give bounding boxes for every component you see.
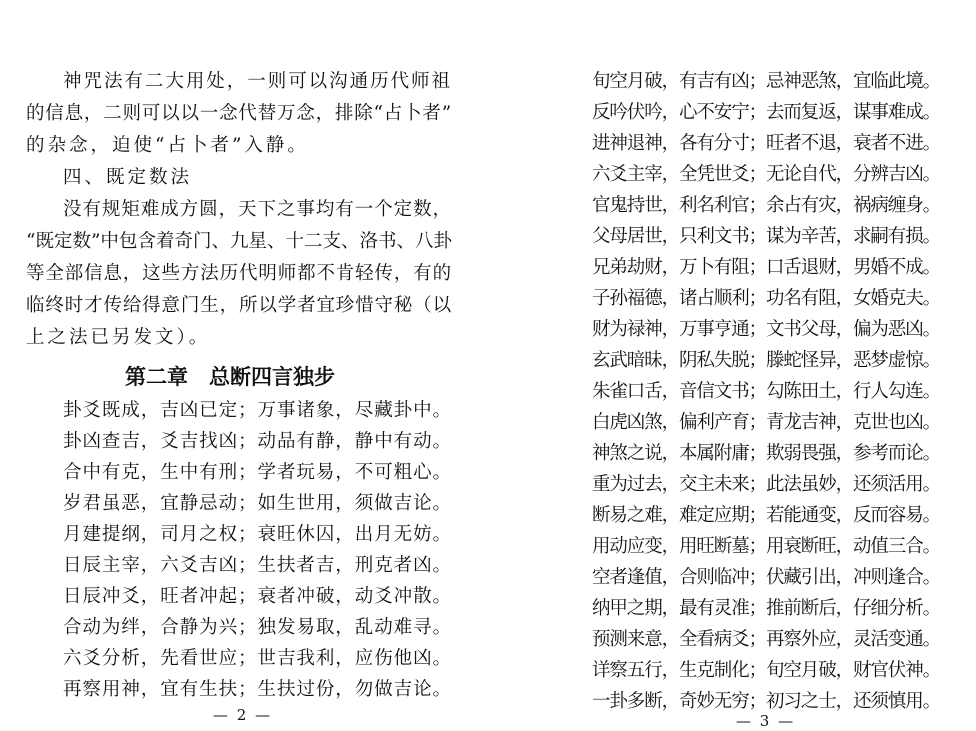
verse-line: 岁君虽恶，宜静忌动；如生世用，须做吉论。 [63, 493, 452, 514]
verse-line: 旬空月破，有吉有凶；忌神恶煞，宜临此境。 [592, 71, 940, 92]
intro-line: 神咒法有二大用处，一则可以沟通历代师祖 [63, 71, 452, 92]
verse-line: 财为禄神，万事亨通；文书父母，偏为恶凶。 [592, 319, 940, 340]
verse-line: 卦爻既成，吉凶已定；万事诸象，尽藏卦中。 [63, 400, 452, 421]
verse-line: 合中有克，生中有刑；学者玩易，不可粗心。 [63, 462, 452, 483]
verse-line: 空者逢值，合则临冲；伏藏引出，冲则逢合。 [592, 567, 940, 588]
verse-line: 反吟伏吟，心不安宁；去而复返，谋事难成。 [592, 102, 940, 123]
verse-line: 再察用神，宜有生扶；生扶过份，勿做吉论。 [63, 679, 452, 700]
verse-line: 进神退神，各有分寸；旺者不退，衰者不进。 [592, 133, 940, 154]
verse-line: 白虎凶煞，偏利产育；青龙吉神，克世也凶。 [592, 412, 940, 433]
verse-line: 神煞之说，本属附庸；欺弱畏强，参考而论。 [592, 443, 940, 464]
verse-line: 一卦多断，奇妙无穷；初习之士，还须慎用。 [592, 691, 940, 712]
page-number: — 3 — [736, 712, 796, 730]
right-page [488, 0, 976, 731]
verse-line: 子孙福德，诸占顺利；功名有阻，女婚克夫。 [592, 288, 940, 309]
chapter-heading: 第二章 总断四言独步 [125, 364, 335, 389]
verse-line: 兄弟劫财，万卜有阻；口舌退财，男婚不成。 [592, 257, 940, 278]
verse-line: 日辰冲爻，旺者冲起；衰者冲破，动爻冲散。 [63, 586, 452, 607]
verse-line: 用动应变，用旺断墓；用衰断旺，动值三合。 [592, 536, 940, 557]
verse-line: 月建提纲，司月之权；衰旺休囚，出月无妨。 [63, 524, 452, 545]
verse-line: 六爻分析，先看世应；世吉我利，应伤他凶。 [63, 648, 452, 669]
verse-line: 日辰主宰，六爻吉凶；生扶者吉，刑克者凶。 [63, 555, 452, 576]
method-line: 等全部信息，这些方法历代明师都不肯轻传，有的 [26, 263, 452, 284]
verse-line: 六爻主宰，全凭世爻；无论自代，分辨吉凶。 [592, 164, 940, 185]
intro-line: 的信息，二则可以以一念代替万念，排除“占卜者” [26, 103, 452, 124]
method-line: 临终时才传给得意门生，所以学者宜珍惜守秘（以 [26, 295, 452, 316]
verse-line: 预测来意，全看病爻；再察外应，灵活变通。 [592, 629, 940, 650]
verse-line: 纳甲之期，最有灵准；推前断后，仔细分析。 [592, 598, 940, 619]
verse-line: 详察五行，生克制化；旬空月破，财官伏神。 [592, 660, 940, 681]
verse-line: 合动为绊，合静为兴；独发易取，乱动难寻。 [63, 617, 452, 638]
section-title: 四、既定数法 [63, 167, 193, 188]
verse-line: 父母居世，只利文书；谋为辛苦，求嗣有损。 [592, 226, 940, 247]
method-line: 上之法已另发文）。 [26, 327, 211, 348]
verse-line: 官鬼持世，利名利官；余占有灾，祸病缠身。 [592, 195, 940, 216]
verse-line: 朱雀口舌，音信文书；勾陈田土，行人勾连。 [592, 381, 940, 402]
page-number: — 2 — [213, 706, 273, 724]
method-line: 没有规矩难成方圆，天下之事均有一个定数， [63, 199, 452, 220]
verse-line: 玄武暗昧，阴私失脱；滕蛇怪异，恶梦虚惊。 [592, 350, 940, 371]
verse-line: 重为过去，交主未来；此法虽妙，还须活用。 [592, 474, 940, 495]
method-line: “既定数”中包含着奇门、九星、十二支、洛书、八卦 [26, 231, 452, 252]
verse-line: 卦凶查吉，爻吉找凶；动品有静，静中有动。 [63, 431, 452, 452]
verse-line: 断易之难，难定应期；若能通变，反而容易。 [592, 505, 940, 526]
intro-line: 的杂念，迫使“占卜者”入静。 [26, 135, 309, 156]
